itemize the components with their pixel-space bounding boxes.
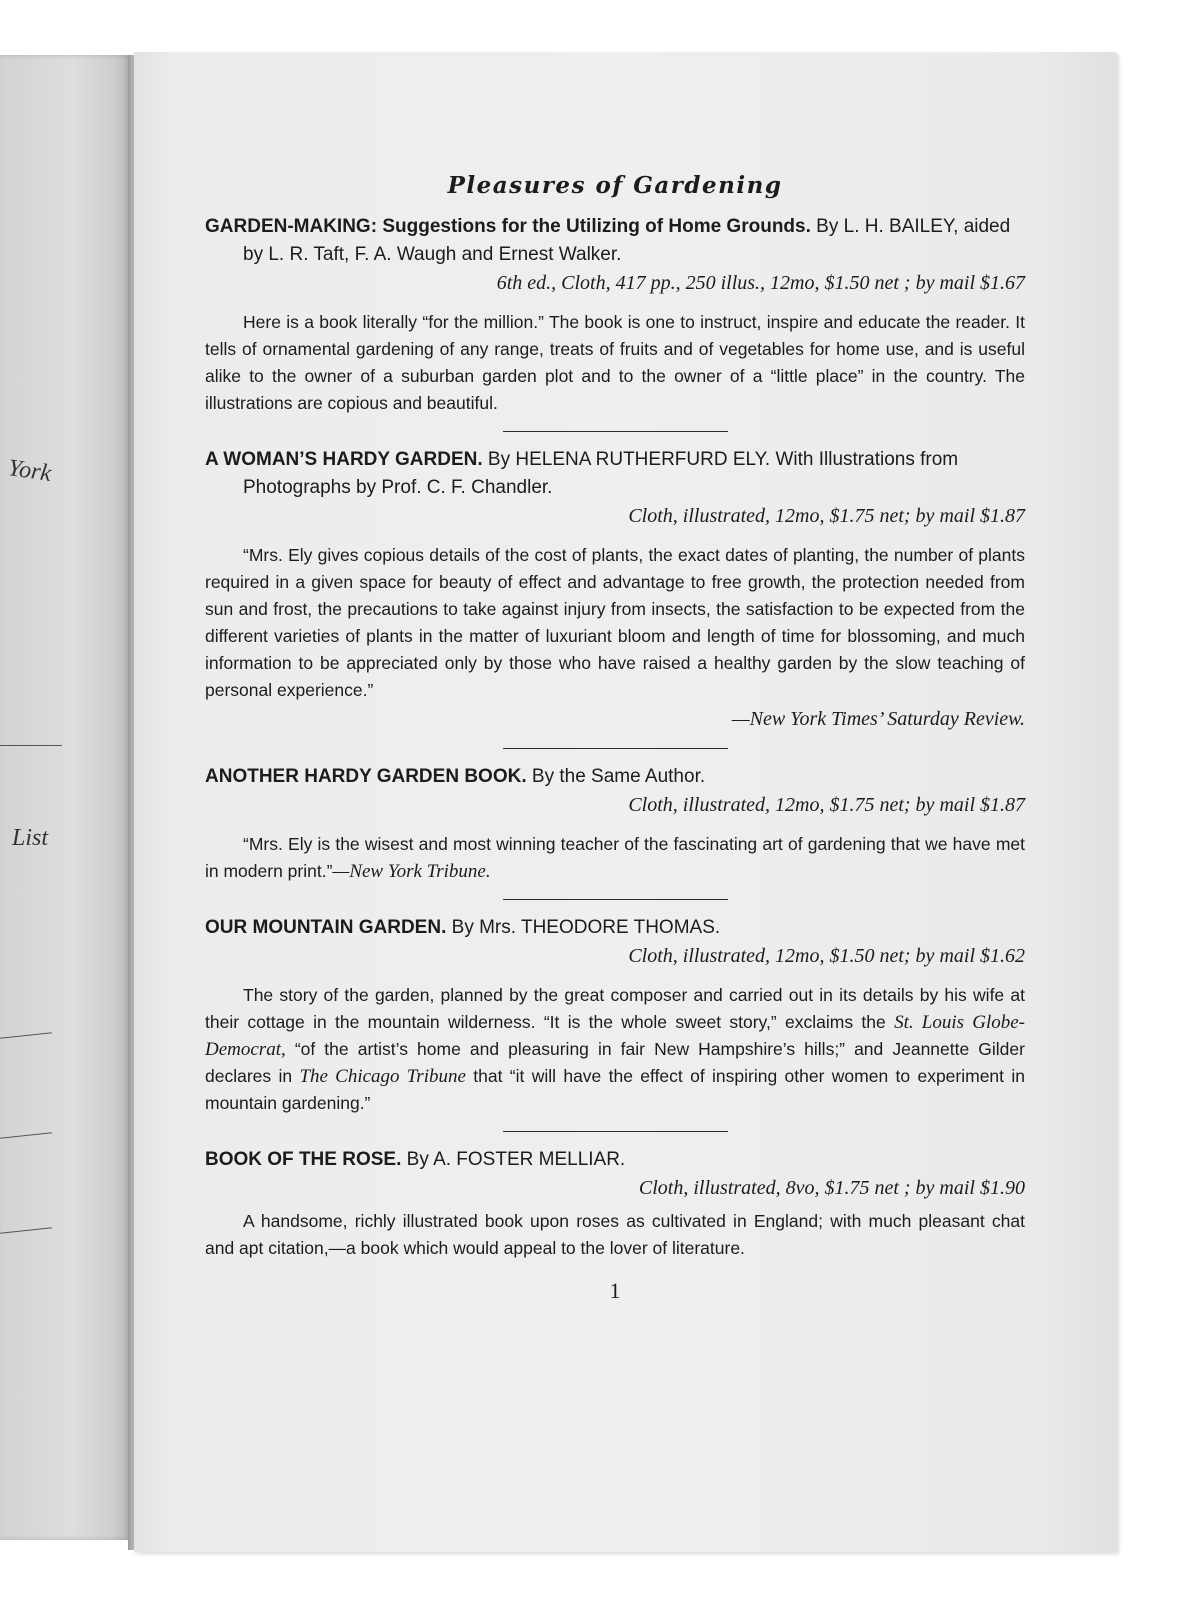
book-subtitle: Suggestions for the Utilizing of Home Grounds.: [382, 216, 811, 237]
page-content: [205, 172, 1025, 1304]
book-review-quote: [205, 831, 1025, 885]
price-line: 6th ed., Cloth, 417 pp., 250 illus., 12mo, $1.50 net ; by mail $1.67: [496, 272, 1025, 294]
book-author: the Same Author.: [559, 766, 706, 787]
book-entry-womans-hardy-garden: [205, 446, 1025, 734]
margin-text-list: List: [12, 825, 49, 851]
book-entry-garden-making: [205, 213, 1025, 417]
book-author: HELENA RUTHERFURD ELY. With Illustrations from Photographs by Prof. C. F. Chandler.: [243, 449, 959, 498]
section-divider: [503, 748, 728, 749]
section-divider: [503, 1131, 728, 1132]
book-author: Mrs. THEODORE THOMAS.: [479, 917, 721, 938]
price-line: Cloth, illustrated, 8vo, $1.75 net ; by mail $1.90: [638, 1177, 1025, 1199]
by-label: By: [531, 766, 555, 787]
description-text: that “it will have the effect of inspiring other women to experiment in mountain gardening.”: [205, 1066, 1025, 1113]
book-title: BOOK OF THE ROSE.: [205, 1149, 402, 1170]
page-number: 1: [609, 1278, 621, 1303]
book-entry-mountain-garden: [205, 914, 1025, 1117]
book-description: A handsome, richly illustrated book upon roses as cultivated in England; with much pleasant chat and apt citation,—a book which would appeal to the lover of literature.: [205, 1211, 1025, 1258]
entry-heading: [205, 1146, 1025, 1174]
price-line: Cloth, illustrated, 12mo, $1.75 net; by mail $1.87: [628, 505, 1025, 527]
publication-name: St. Louis Globe-Democrat,: [205, 1012, 1026, 1060]
book-title: OUR MOUNTAIN GARDEN.: [205, 917, 447, 938]
entry-heading: [205, 213, 1025, 269]
quote-source: —New York Tribune.: [332, 861, 491, 882]
book-author: L. H. BAILEY, aided by L. R. Taft, F. A. Waugh and Ernest Walker.: [243, 216, 1011, 265]
price-line: Cloth, illustrated, 12mo, $1.50 net; by mail $1.62: [628, 945, 1025, 967]
left-page: [0, 55, 132, 1540]
book-title: GARDEN-MAKING:: [205, 216, 378, 237]
book-title: A WOMAN’S HARDY GARDEN.: [205, 449, 483, 470]
book-review-quote: “Mrs. Ely gives copious details of the cost of plants, the exact dates of planting, the number of plants required in a given space for beauty of effect and advantage to free growth, the protection needed from sun and frost, the precautions to take against injury from insects, the satisfaction to be expected from the different varieties of plants in the matter of luxuriant bloom and length of time for blossoming, and much information to be appreciated only by those who have raised a healthy garden by the slow teaching of personal experience.”: [205, 545, 1025, 700]
quote-text: “Mrs. Ely is the wisest and most winning teacher of the fascinating art of gardening that we have met in modern print.”: [205, 834, 1025, 881]
entry-heading: [205, 446, 1025, 502]
quote-source: —New York Times’ Saturday Review.: [731, 708, 1025, 730]
description-text: The story of the garden, planned by the great composer and carried out in its details by his wife at their cottage in the mountain wilderness. “It is the whole sweet story,” exclaims the: [205, 985, 1025, 1032]
entry-heading: [205, 763, 1025, 791]
by-label: By: [406, 1149, 429, 1170]
description-text: “of the artist’s home and pleasuring in fair New Hampshire’s hills;” and Jeannette Gilder declares in: [205, 1039, 1025, 1086]
publication-name: The Chicago Tribune: [299, 1066, 466, 1087]
margin-text-york: York: [6, 455, 53, 487]
margin-rule: [0, 745, 62, 746]
price-line: Cloth, illustrated, 12mo, $1.75 net; by mail $1.87: [628, 794, 1025, 816]
book-entry-book-of-the-rose: [205, 1146, 1025, 1262]
book-author: A. FOSTER MELLIAR.: [433, 1149, 626, 1170]
entry-heading: [205, 914, 1025, 942]
section-divider: [503, 431, 728, 432]
book-description: [205, 982, 1025, 1117]
book-entry-another-hardy-garden: [205, 763, 1025, 885]
page-title: Pleasures of Gardening: [447, 172, 783, 199]
by-label: By: [816, 216, 839, 237]
book-description: Here is a book literally “for the million.” The book is one to instruct, inspire and educate the reader. It tells of ornamental gardening of any range, treats of fruits and of vegetables for home use, and is useful alike to the owner of a suburban garden plot and to the owner of a “little place” in the country. The illustrations are copious and beautiful.: [205, 312, 1025, 413]
section-divider: [503, 899, 728, 900]
by-label: By: [451, 917, 474, 938]
by-label: By: [487, 449, 511, 470]
book-title: ANOTHER HARDY GARDEN BOOK.: [205, 766, 527, 787]
